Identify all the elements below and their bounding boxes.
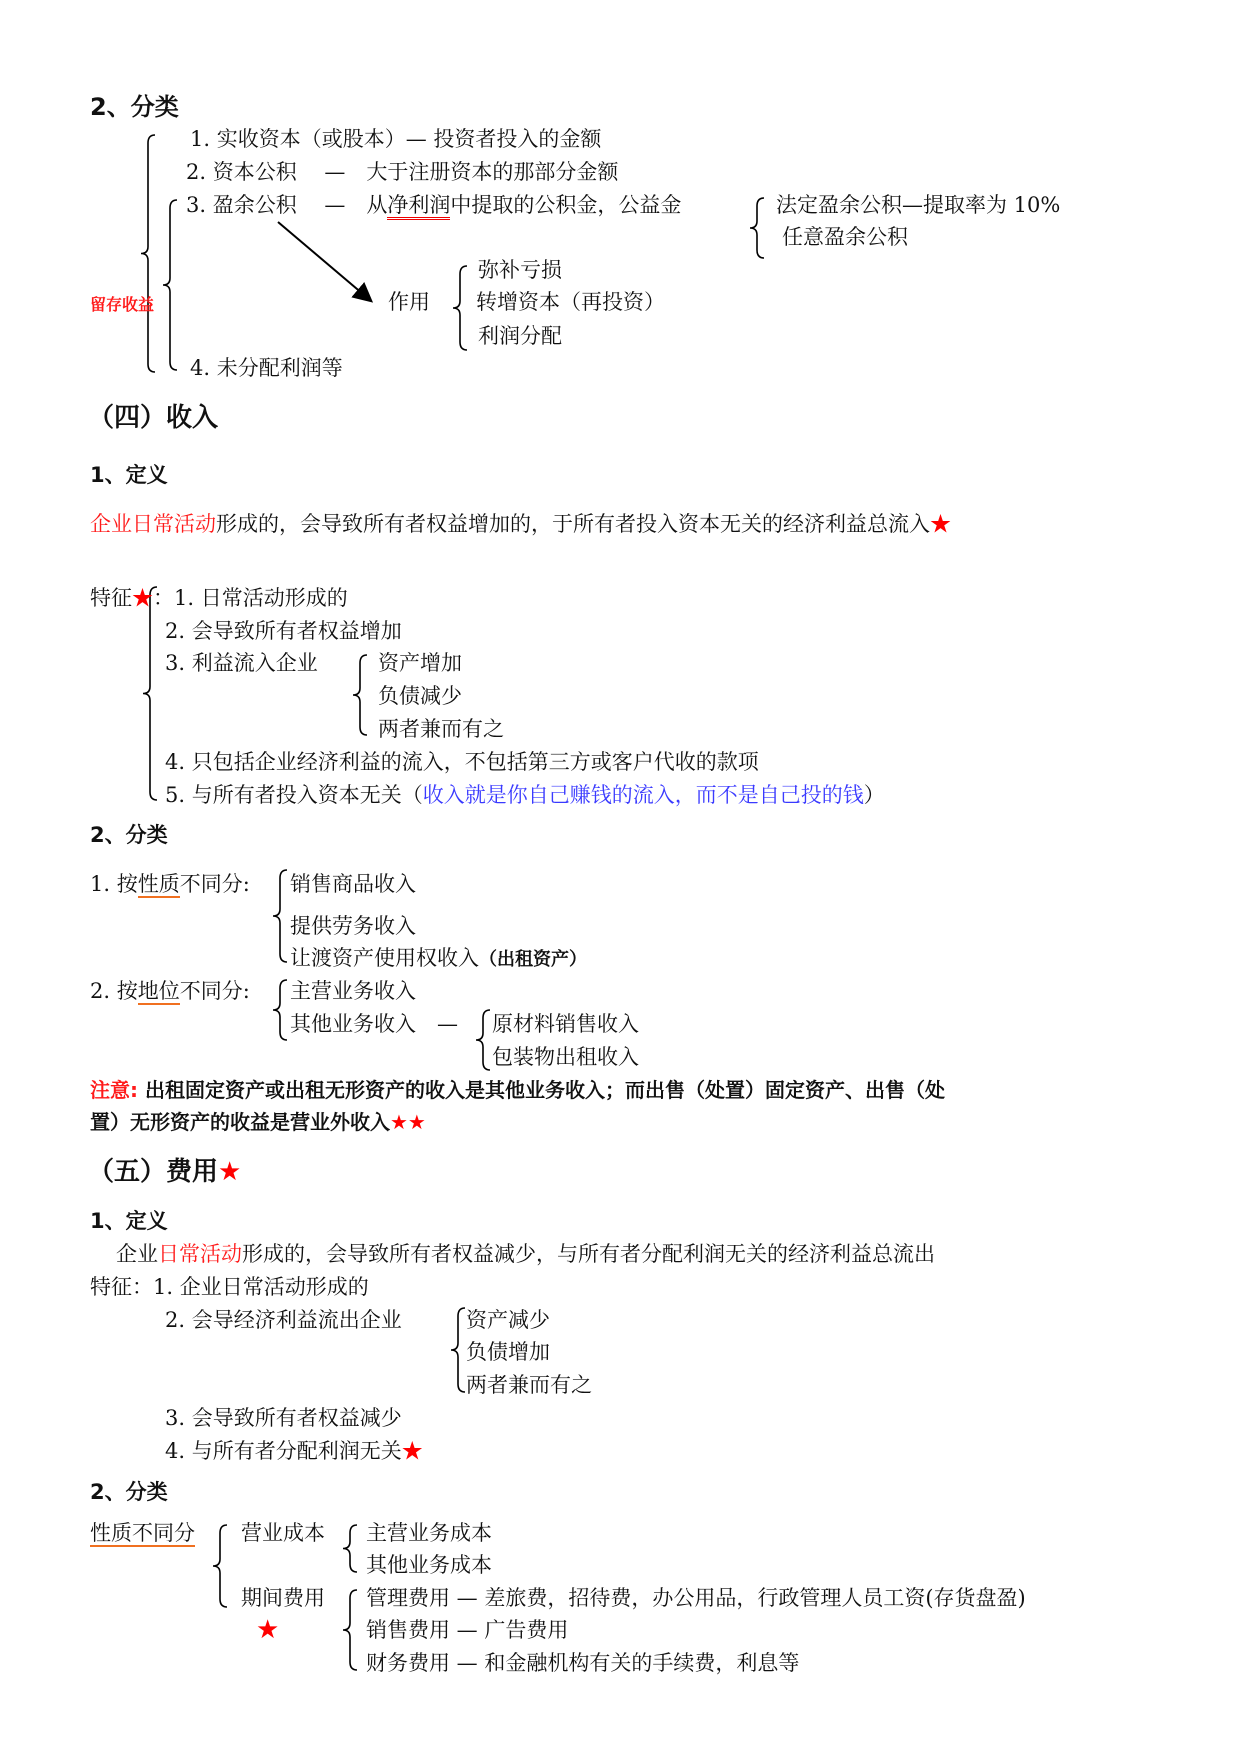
income-feature-5 bbox=[165, 782, 885, 808]
outflow-item: 资产减少 bbox=[466, 1308, 550, 1332]
def-text: 形成的，会导致所有者权益减少，与所有者分配利润无关的经济利益总流出 bbox=[242, 1242, 935, 1266]
operating-item: 主营业务成本 bbox=[366, 1521, 492, 1545]
heading-classification: 2、分类 bbox=[90, 93, 179, 121]
curly-brace bbox=[141, 135, 155, 372]
curly-brace bbox=[143, 587, 157, 800]
feature-label: 特征： bbox=[90, 1275, 153, 1299]
title-text: （五）费用 bbox=[88, 1157, 219, 1187]
label-underlined: 地位 bbox=[137, 979, 180, 1003]
star-icon: ★ bbox=[218, 1157, 242, 1187]
expense-def-heading: 1、定义 bbox=[90, 1209, 168, 1233]
rent-note: （出租资产） bbox=[479, 949, 587, 970]
operating-item: 其他业务成本 bbox=[366, 1553, 492, 1577]
income-feature-1 bbox=[90, 585, 348, 611]
status-item: 其他业务收入 — bbox=[290, 1012, 458, 1036]
feature-text: 1. 企业日常活动形成的 bbox=[153, 1275, 369, 1299]
period-item: 财务费用 — 和金融机构有关的手续费，利息等 bbox=[366, 1651, 800, 1675]
expense-feature-3: 3. 会导致所有者权益减少 bbox=[165, 1406, 402, 1430]
label-underlined: 性质 bbox=[137, 872, 180, 896]
other-item: 原材料销售收入 bbox=[492, 1012, 639, 1036]
item-undistributed-profit: 4. 未分配利润等 bbox=[190, 356, 343, 380]
label-post: 不同分: bbox=[179, 979, 250, 1003]
def-pre: 企业 bbox=[116, 1242, 158, 1266]
paren: ） bbox=[863, 783, 885, 807]
period-item: 销售费用 — 广告费用 bbox=[366, 1618, 569, 1642]
curly-brace bbox=[353, 655, 367, 735]
expense-title bbox=[88, 1157, 241, 1187]
usage-item: 利润分配 bbox=[478, 324, 562, 348]
note-label: 注意: bbox=[90, 1078, 138, 1102]
item-text: 3. 盈余公积 — 从 bbox=[186, 193, 388, 217]
stars-icon: ★★ bbox=[390, 1110, 426, 1134]
note-line-2 bbox=[90, 1109, 426, 1135]
label-underlined: 性质不同分 bbox=[90, 1521, 195, 1545]
inflow-item: 两者兼而有之 bbox=[378, 717, 504, 741]
nature-item: 销售商品收入 bbox=[290, 872, 416, 896]
item-text: 让渡资产使用权收入 bbox=[290, 946, 479, 970]
by-nature-label bbox=[90, 871, 250, 897]
feature-text: 5. 与所有者投入资本无关（ bbox=[165, 783, 423, 807]
usage-label: 作用 bbox=[388, 290, 430, 314]
curly-brace bbox=[453, 266, 467, 350]
star-icon: ★ bbox=[256, 1615, 280, 1645]
curly-brace bbox=[163, 200, 177, 370]
curly-brace bbox=[273, 870, 287, 962]
arrow bbox=[278, 222, 370, 300]
expense-class-heading: 2、分类 bbox=[90, 1480, 168, 1504]
usage-item: 转增资本（再投资） bbox=[476, 290, 665, 314]
note-line-1 bbox=[90, 1077, 945, 1103]
outflow-item: 负债增加 bbox=[466, 1340, 550, 1364]
income-feature-2: 2. 会导致所有者权益增加 bbox=[165, 619, 402, 643]
retained-earnings-label: 留存收益 bbox=[90, 295, 155, 314]
outflow-item: 两者兼而有之 bbox=[466, 1373, 592, 1397]
feature-text: 1. 日常活动形成的 bbox=[174, 586, 348, 610]
curly-brace bbox=[451, 1308, 465, 1392]
nature-item bbox=[290, 945, 587, 973]
curly-brace bbox=[273, 980, 287, 1040]
nature-label bbox=[90, 1520, 195, 1546]
star-icon: ★ bbox=[132, 586, 153, 610]
item-capital-reserve: 2. 资本公积 — 大于注册资本的那部分金额 bbox=[186, 160, 619, 184]
label-pre: 1. 按 bbox=[90, 872, 138, 896]
income-def-heading: 1、定义 bbox=[90, 463, 168, 487]
curly-brace bbox=[343, 1525, 357, 1572]
curly-brace bbox=[750, 198, 764, 258]
label-post: 不同分: bbox=[179, 872, 250, 896]
feature-text: 4. 与所有者分配利润无关 bbox=[165, 1439, 402, 1463]
statutory-surplus: 法定盈余公积—提取率为 10% bbox=[776, 193, 1061, 217]
by-status-label bbox=[90, 978, 250, 1004]
def-red: 企业日常活动 bbox=[90, 512, 216, 536]
def-red: 日常活动 bbox=[158, 1242, 242, 1266]
def-text: 形成的，会导致所有者权益增加的，于所有者投入资本无关的经济利益总流入 bbox=[216, 512, 930, 536]
star-icon: ★ bbox=[401, 1439, 423, 1463]
item-surplus-reserve bbox=[186, 192, 681, 218]
income-feature-3: 3. 利益流入企业 bbox=[165, 651, 318, 675]
usage-item: 弥补亏损 bbox=[478, 258, 562, 282]
expense-feature-4 bbox=[165, 1438, 423, 1464]
period-item: 管理费用 — 差旅费，招待费，办公用品，行政管理人员工资(存货盘盈) bbox=[366, 1586, 1026, 1610]
income-definition bbox=[90, 511, 951, 537]
curly-brace bbox=[213, 1525, 227, 1607]
expense-feature-1 bbox=[90, 1274, 369, 1300]
expense-feature-2: 2. 会导经济利益流出企业 bbox=[165, 1308, 402, 1332]
curly-brace bbox=[476, 1010, 490, 1070]
operating-cost: 营业成本 bbox=[241, 1521, 325, 1545]
note-text: 置）无形资产的收益是营业外收入 bbox=[90, 1110, 390, 1134]
colon: ： bbox=[153, 586, 174, 610]
note-text: 出租固定资产或出租无形资产的收入是其他业务收入；而出售（处置）固定资产、出售（处 bbox=[144, 1078, 945, 1102]
star-icon: ★ bbox=[930, 512, 951, 536]
nature-item: 提供劳务收入 bbox=[290, 914, 416, 938]
income-feature-4: 4. 只包括企业经济利益的流入，不包括第三方或客户代收的款项 bbox=[165, 750, 759, 774]
inflow-item: 负债减少 bbox=[378, 684, 462, 708]
period-expense: 期间费用 bbox=[241, 1586, 325, 1610]
expense-definition bbox=[116, 1241, 935, 1267]
other-item: 包装物出租收入 bbox=[492, 1045, 639, 1069]
discretionary-surplus: 任意盈余公积 bbox=[782, 225, 908, 249]
net-profit-underlined: 净利润 bbox=[387, 193, 450, 220]
curly-brace bbox=[343, 1590, 357, 1670]
income-title: （四）收入 bbox=[88, 403, 219, 433]
feature-blue-note: 收入就是你自己赚钱的流入，而不是自己投的钱 bbox=[422, 783, 864, 807]
feature-label: 特征 bbox=[90, 586, 132, 610]
label-pre: 2. 按 bbox=[90, 979, 138, 1003]
status-item: 主营业务收入 bbox=[290, 979, 416, 1003]
item-paid-in-capital: 1. 实收资本（或股本）— 投资者投入的金额 bbox=[190, 127, 602, 151]
income-class-heading: 2、分类 bbox=[90, 823, 168, 847]
inflow-item: 资产增加 bbox=[378, 651, 462, 675]
item-text-tail: 中提取的公积金，公益金 bbox=[450, 193, 682, 217]
